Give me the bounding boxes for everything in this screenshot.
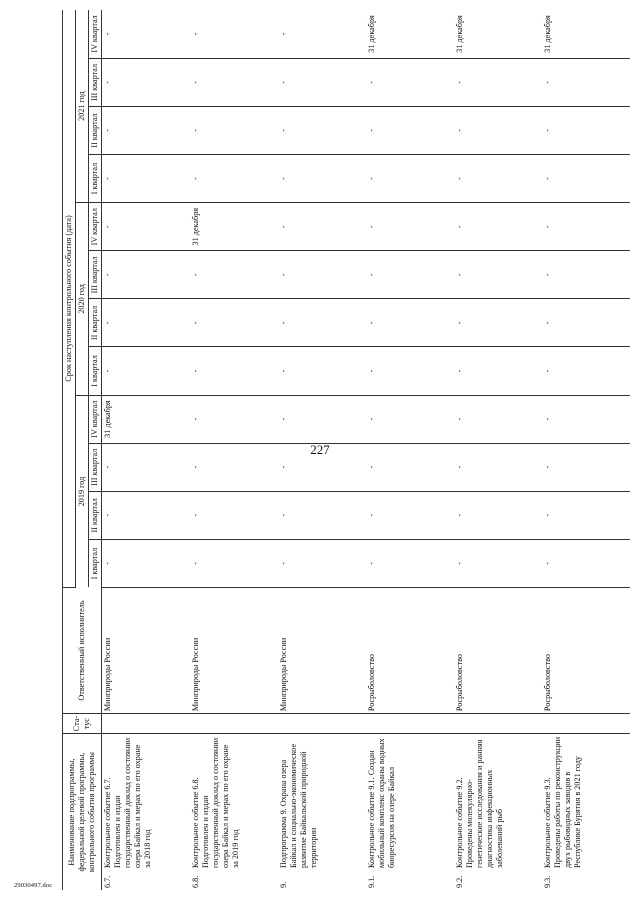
row-quarter-date: 31 декабря <box>366 10 454 58</box>
table-row <box>542 10 630 890</box>
row-quarter-date: - <box>102 203 191 251</box>
row-status <box>278 714 366 734</box>
row-quarter-date: - <box>278 203 366 251</box>
row-quarter-date: - <box>454 58 542 106</box>
row-quarter-date: - <box>190 58 278 106</box>
header-quarter: III квартал <box>89 58 102 106</box>
header-quarter: I квартал <box>89 539 102 587</box>
table-row <box>366 10 454 890</box>
row-quarter-date: - <box>102 10 191 58</box>
row-quarter-date: - <box>542 155 630 203</box>
header-status: Ста-тус <box>63 714 102 734</box>
row-quarter-date: - <box>542 443 630 491</box>
row-quarter-date: - <box>190 539 278 587</box>
row-quarter-date: - <box>102 106 191 154</box>
row-status <box>542 714 630 734</box>
header-year-2019: 2019 год <box>76 395 89 587</box>
row-quarter-date: - <box>278 58 366 106</box>
schedule-table <box>62 10 630 890</box>
row-quarter-date: - <box>542 539 630 587</box>
row-quarter-date: - <box>542 203 630 251</box>
row-number: 9. <box>279 881 288 888</box>
row-quarter-date: - <box>542 347 630 395</box>
row-title: Контрольное событие 9.2. Проведены молекулярно-генетические исследования и ранняя диагностика инфекционных заболеваний рыб <box>455 739 504 868</box>
row-quarter-date: - <box>278 10 366 58</box>
row-quarter-date: - <box>454 299 542 347</box>
row-quarter-date: - <box>190 106 278 154</box>
row-title: Контрольное событие 9.3. Проведены работы по реконструкции двух рыбоводных заводов в Республике Бурятия в 2021 году <box>543 737 582 868</box>
row-number: 6.7. <box>103 875 112 888</box>
row-quarter-date: - <box>278 539 366 587</box>
row-quarter-date: - <box>542 106 630 154</box>
row-quarter-date: - <box>454 203 542 251</box>
header-year-2021: 2021 год <box>76 10 89 203</box>
row-quarter-date: - <box>278 491 366 539</box>
row-quarter-date: - <box>454 491 542 539</box>
row-executor: Минприроды России <box>278 587 366 713</box>
row-quarter-date: - <box>102 299 191 347</box>
row-quarter-date: - <box>366 347 454 395</box>
header-quarter: IV квартал <box>89 395 102 443</box>
row-quarter-date: - <box>542 491 630 539</box>
row-name-cell <box>278 734 366 890</box>
row-quarter-date: - <box>190 491 278 539</box>
row-quarter-date: 31 декабря <box>454 10 542 58</box>
table-row <box>102 10 191 890</box>
row-quarter-date: - <box>190 251 278 299</box>
row-quarter-date: - <box>102 539 191 587</box>
row-quarter-date: - <box>102 58 191 106</box>
row-number: 9.2. <box>455 875 464 888</box>
row-quarter-date: - <box>542 299 630 347</box>
table-row <box>454 10 542 890</box>
header-quarter: II квартал <box>89 106 102 154</box>
row-quarter-date: - <box>366 251 454 299</box>
row-quarter-date: - <box>102 347 191 395</box>
row-name-cell <box>366 734 454 890</box>
row-number: 9.1. <box>367 875 376 888</box>
row-name-cell <box>542 734 630 890</box>
row-quarter-date: - <box>366 203 454 251</box>
row-status <box>190 714 278 734</box>
row-quarter-date: - <box>190 155 278 203</box>
row-quarter-date: - <box>454 443 542 491</box>
row-quarter-date: - <box>102 491 191 539</box>
row-name-cell <box>454 734 542 890</box>
row-quarter-date: - <box>278 395 366 443</box>
row-quarter-date: - <box>542 395 630 443</box>
row-quarter-date: - <box>366 395 454 443</box>
row-executor: Минприроды России <box>190 587 278 713</box>
row-number: 9.3. <box>543 875 552 888</box>
row-title: Подпрограмма 9. Охрана озера Байкал и социально-экономическое развитие Байкальской природной территории <box>279 743 318 868</box>
header-quarter: III квартал <box>89 251 102 299</box>
row-quarter-date: - <box>102 251 191 299</box>
row-quarter-date: - <box>102 443 191 491</box>
row-quarter-date: - <box>190 443 278 491</box>
row-quarter-date: - <box>190 395 278 443</box>
row-quarter-date: - <box>278 106 366 154</box>
header-quarter: I квартал <box>89 347 102 395</box>
header-executor: Ответственный исполнитель <box>63 587 102 713</box>
row-quarter-date: - <box>278 155 366 203</box>
rotated-table-wrapper <box>62 10 602 890</box>
row-quarter-date: 31 декабря <box>102 395 191 443</box>
row-name-cell <box>190 734 278 890</box>
row-name-cell <box>102 734 191 890</box>
header-quarter: II квартал <box>89 491 102 539</box>
row-quarter-date: - <box>454 347 542 395</box>
row-executor: Росрыболовство <box>366 587 454 713</box>
row-number: 6.8. <box>191 875 200 888</box>
row-quarter-date: - <box>366 443 454 491</box>
row-status <box>366 714 454 734</box>
row-quarter-date: - <box>278 299 366 347</box>
header-quarter: IV квартал <box>89 10 102 58</box>
row-title: Контрольное событие 6.7. Подготовлен и издан государственный доклад о состоянии озера Байкал и мерах по его охране за 2018 год <box>103 738 152 868</box>
row-quarter-date: - <box>454 395 542 443</box>
row-status <box>454 714 542 734</box>
row-quarter-date: - <box>454 155 542 203</box>
row-executor: Минприроды России <box>102 587 191 713</box>
table-row <box>190 10 278 890</box>
row-quarter-date: 31 декабря <box>190 203 278 251</box>
row-title: Контрольное событие 9.1. Создан мобильный комплекс охраны водных биоресурсов на озере Байкал <box>367 738 396 868</box>
header-dates: Срок наступления контрольного события (дата) <box>63 10 76 587</box>
row-quarter-date: - <box>366 106 454 154</box>
row-quarter-date: - <box>366 491 454 539</box>
row-quarter-date: 31 декабря <box>542 10 630 58</box>
row-quarter-date: - <box>278 347 366 395</box>
row-executor: Росрыболовство <box>542 587 630 713</box>
row-quarter-date: - <box>278 251 366 299</box>
row-quarter-date: - <box>366 299 454 347</box>
row-quarter-date: - <box>190 347 278 395</box>
row-quarter-date: - <box>454 106 542 154</box>
table-row <box>278 10 366 890</box>
row-quarter-date: - <box>102 155 191 203</box>
row-quarter-date: - <box>366 155 454 203</box>
row-title: Контрольное событие 6.8. Подготовлен и издан государственный доклад о состоянии озера Байкал и мерах по его охране за 2019 год <box>191 738 240 868</box>
row-quarter-date: - <box>454 251 542 299</box>
row-quarter-date: - <box>454 539 542 587</box>
footer-filename: 29030497.doc <box>14 882 53 889</box>
row-quarter-date: - <box>278 443 366 491</box>
row-executor: Росрыболовство <box>454 587 542 713</box>
header-name: Наименование подпрограммы, федеральной целевой программы, контрольного события программы <box>63 734 102 890</box>
row-quarter-date: - <box>542 251 630 299</box>
row-quarter-date: - <box>190 10 278 58</box>
header-year-2020: 2020 год <box>76 203 89 395</box>
row-quarter-date: - <box>542 58 630 106</box>
header-quarter: I квартал <box>89 155 102 203</box>
row-quarter-date: - <box>366 58 454 106</box>
row-status <box>102 714 191 734</box>
header-quarter: III квартал <box>89 443 102 491</box>
header-quarter: II квартал <box>89 299 102 347</box>
row-quarter-date: - <box>190 299 278 347</box>
row-quarter-date: - <box>366 539 454 587</box>
page-number: 227 <box>310 442 330 457</box>
header-quarter: IV квартал <box>89 203 102 251</box>
